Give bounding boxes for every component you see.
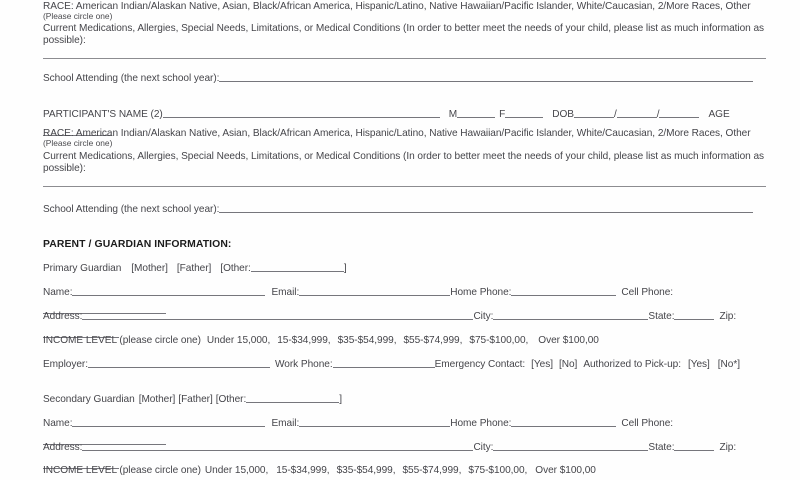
primary-work-phone-input[interactable] xyxy=(333,357,435,368)
participant2-age-label: AGE xyxy=(708,109,730,120)
authorized-pickup-no-option[interactable]: [No*] xyxy=(717,359,740,370)
dob-slash-2: / xyxy=(656,109,660,120)
secondary-email-input[interactable] xyxy=(299,416,450,427)
secondary-income-option-0[interactable]: Under 15,000, xyxy=(204,465,269,476)
primary-guardian-title: Primary Guardian xyxy=(43,263,122,274)
secondary-guardian-mother-option[interactable]: [Mother] xyxy=(138,394,176,405)
participant2-name-input[interactable] xyxy=(163,107,440,118)
secondary-guardian-other-input[interactable] xyxy=(246,392,339,403)
secondary-address-label: Address: xyxy=(43,442,83,453)
secondary-income-option-3[interactable]: $55-$74,999, xyxy=(402,465,462,476)
secondary-income-option-2[interactable]: $35-$54,999, xyxy=(336,465,396,476)
participant1-medical-row xyxy=(43,23,770,47)
primary-employer-input[interactable] xyxy=(88,357,270,368)
secondary-home-phone-label: Home Phone: xyxy=(450,418,512,429)
primary-income-label: INCOME LEVEL (please circle one) xyxy=(43,335,201,346)
secondary-home-phone-input[interactable] xyxy=(511,416,616,427)
primary-income-option-5[interactable]: Over $100,00 xyxy=(538,335,599,346)
secondary-guardian-other-option[interactable]: [Other: xyxy=(215,394,247,405)
participant1-school-row xyxy=(43,68,753,86)
participant2-race-row xyxy=(43,128,768,149)
participant2-dob-label: DOB xyxy=(552,109,574,120)
participant2-race-label: RACE: American Indian/Alaskan Native, Asian, Black/African America, Hispanic/Latino, Native Hawaiian/Pacific Islander, White/Caucasian, 2/More Races, Other xyxy=(43,128,751,139)
dob-slash-1: / xyxy=(613,109,617,120)
primary-income-option-2[interactable]: $35-$54,999, xyxy=(337,335,397,346)
primary-employer-label: Employer: xyxy=(43,359,88,370)
secondary-name-input[interactable] xyxy=(72,416,265,427)
primary-employer-row xyxy=(43,354,740,372)
primary-income-option-3[interactable]: $55-$74,999, xyxy=(403,335,463,346)
parent-guardian-heading xyxy=(43,234,231,252)
emergency-contact-yes-option[interactable]: [Yes] xyxy=(531,359,553,370)
primary-name-input[interactable] xyxy=(72,285,265,296)
primary-email-label: Email: xyxy=(271,287,300,298)
participant1-race-row xyxy=(43,1,768,22)
secondary-income-option-4[interactable]: $75-$100,00, xyxy=(468,465,528,476)
participant2-female-label: F xyxy=(499,109,506,120)
participant2-race-note: (Please circle one) xyxy=(43,138,113,149)
primary-guardian-other-close: ] xyxy=(343,263,347,274)
primary-income-row xyxy=(43,330,599,348)
secondary-zip-label: Zip: xyxy=(719,442,737,453)
primary-work-phone-label: Work Phone: xyxy=(275,359,333,370)
participant2-dob-year-input[interactable] xyxy=(656,107,699,120)
secondary-guardian-other-close: ] xyxy=(339,394,342,405)
emergency-contact-no-option[interactable]: [No] xyxy=(559,359,578,370)
secondary-guardian-title: Secondary Guardian xyxy=(43,394,135,405)
primary-income-option-0[interactable]: Under 15,000, xyxy=(206,335,271,346)
secondary-income-label: INCOME LEVEL (please circle one) xyxy=(43,465,201,476)
secondary-state-input[interactable] xyxy=(674,440,714,451)
primary-home-phone-label: Home Phone: xyxy=(450,287,512,298)
secondary-address-input[interactable] xyxy=(82,440,473,451)
participant2-medical-row xyxy=(43,151,770,175)
authorized-pickup-yes-option[interactable]: [Yes] xyxy=(687,359,710,370)
participant2-dob-month-input[interactable] xyxy=(574,107,614,118)
primary-cell-phone-label: Cell Phone: xyxy=(621,287,674,298)
participant2-school-row xyxy=(43,199,753,217)
participant2-medical-write-line[interactable] xyxy=(43,186,766,187)
primary-home-phone-input[interactable] xyxy=(511,285,616,296)
primary-guardian-other-input[interactable] xyxy=(251,261,344,272)
secondary-cell-phone-label: Cell Phone: xyxy=(621,418,674,429)
primary-address-input[interactable] xyxy=(82,309,473,320)
secondary-email-label: Email: xyxy=(271,418,300,429)
participant2-name-label: PARTICIPANT'S NAME (2) xyxy=(43,109,163,120)
secondary-income-option-1[interactable]: 15-$34,999, xyxy=(276,465,330,476)
primary-email-input[interactable] xyxy=(299,285,450,296)
primary-guardian-father-option[interactable]: [Father] xyxy=(176,263,212,274)
participant1-race-label: RACE: American Indian/Alaskan Native, Asian, Black/African America, Hispanic/Latino, Native Hawaiian/Pacific Islander, White/Caucasian, 2/More Races, Other xyxy=(43,1,751,12)
primary-address-label: Address: xyxy=(43,311,83,322)
participant2-male-label: M xyxy=(448,109,458,120)
secondary-guardian-row xyxy=(43,389,342,407)
participant2-female-input[interactable] xyxy=(505,107,543,118)
primary-city-input[interactable] xyxy=(493,309,648,320)
primary-zip-label: Zip: xyxy=(719,311,737,322)
participant1-medical-write-line[interactable] xyxy=(43,58,766,59)
primary-state-label: State: xyxy=(648,311,675,322)
secondary-city-input[interactable] xyxy=(493,440,648,451)
primary-guardian-other-option[interactable]: [Other: xyxy=(220,263,251,274)
authorized-pickup-label: Authorized to Pick-up: xyxy=(583,359,681,370)
secondary-city-label: City: xyxy=(473,442,494,453)
primary-city-label: City: xyxy=(473,311,494,322)
primary-name-label: Name: xyxy=(43,287,73,298)
participant1-race-note: (Please circle one) xyxy=(43,11,113,22)
secondary-name-label: Name: xyxy=(43,418,73,429)
participant2-male-input[interactable] xyxy=(457,107,495,118)
primary-income-option-1[interactable]: 15-$34,999, xyxy=(277,335,331,346)
participant1-school-label: School Attending (the next school year): xyxy=(43,73,220,84)
parent-guardian-heading-label: PARENT / GUARDIAN INFORMATION: xyxy=(43,239,232,250)
participant1-school-input[interactable] xyxy=(219,71,753,82)
participant1-medical-label: Current Medications, Allergies, Special Needs, Limitations, or Medical Conditions (In order to better meet the needs of your child, please list as much information as possible): xyxy=(43,23,765,47)
participant2-school-input[interactable] xyxy=(219,202,753,213)
emergency-contact-label: Emergency Contact: xyxy=(434,359,526,370)
secondary-state-label: State: xyxy=(648,442,675,453)
primary-state-input[interactable] xyxy=(674,309,714,320)
participant2-medical-label: Current Medications, Allergies, Special Needs, Limitations, or Medical Conditions (In order to better meet the needs of your child, please list as much information as possible): xyxy=(43,151,765,175)
primary-guardian-mother-option[interactable]: [Mother] xyxy=(131,263,168,274)
secondary-guardian-father-option[interactable]: [Father] xyxy=(178,394,213,405)
secondary-income-option-5[interactable]: Over $100,00 xyxy=(535,465,596,476)
primary-income-option-4[interactable]: $75-$100,00, xyxy=(469,335,529,346)
secondary-income-row xyxy=(43,460,596,478)
participant2-dob-day-input[interactable] xyxy=(617,107,657,118)
participant2-school-label: School Attending (the next school year): xyxy=(43,204,220,215)
primary-guardian-row xyxy=(43,258,347,276)
